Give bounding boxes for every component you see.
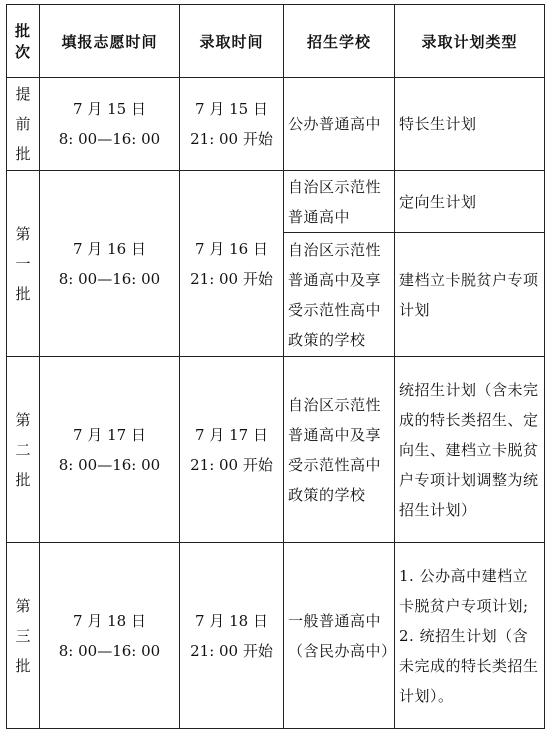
header-fill-time: 填报志愿时间 <box>40 5 180 78</box>
batch-cell: 第 二 批 <box>7 357 40 543</box>
school-cell: 自治区示范性普通高中及享受示范性高中政策的学校 <box>284 357 395 543</box>
table-row <box>7 543 545 729</box>
header-admit-time: 录取时间 <box>180 5 284 78</box>
admit-time-cell: 7 月 18 日 21: 00 开始 <box>180 543 284 729</box>
plan-cell: 建档立卡脱贫户专项计划 <box>395 233 545 357</box>
school-cell: 自治区示范性普通高中 <box>284 171 395 233</box>
batch-cell: 提 前 批 <box>7 78 40 171</box>
fill-time-cell: 7 月 17 日 8: 00—16: 00 <box>40 357 180 543</box>
school-cell: 一般普通高中（含民办高中） <box>284 543 395 729</box>
header-row <box>7 5 545 78</box>
admit-time-cell: 7 月 16 日 21: 00 开始 <box>180 171 284 357</box>
admission-schedule-table <box>6 4 545 729</box>
header-school: 招生学校 <box>284 5 395 78</box>
header-batch: 批 次 <box>7 5 40 78</box>
header-plan-type: 录取计划类型 <box>395 5 545 78</box>
admit-time-cell: 7 月 15 日 21: 00 开始 <box>180 78 284 171</box>
batch-cell: 第 一 批 <box>7 171 40 357</box>
admit-time-cell: 7 月 17 日 21: 00 开始 <box>180 357 284 543</box>
table-row <box>7 171 545 233</box>
plan-cell: 1. 公办高中建档立卡脱贫户专项计划; 2. 统招生计划（含未完成的特长类招生计划）。 <box>395 543 545 729</box>
table-row <box>7 357 545 543</box>
batch-cell: 第 三 批 <box>7 543 40 729</box>
plan-cell: 特长生计划 <box>395 78 545 171</box>
school-cell: 自治区示范性普通高中及享受示范性高中政策的学校 <box>284 233 395 357</box>
school-cell: 公办普通高中 <box>284 78 395 171</box>
table-row <box>7 78 545 171</box>
fill-time-cell: 7 月 15 日 8: 00—16: 00 <box>40 78 180 171</box>
plan-cell: 定向生计划 <box>395 171 545 233</box>
plan-cell: 统招生计划（含未完成的特长类招生、定向生、建档立卡脱贫户专项计划调整为统招生计划） <box>395 357 545 543</box>
fill-time-cell: 7 月 16 日 8: 00—16: 00 <box>40 171 180 357</box>
fill-time-cell: 7 月 18 日 8: 00—16: 00 <box>40 543 180 729</box>
